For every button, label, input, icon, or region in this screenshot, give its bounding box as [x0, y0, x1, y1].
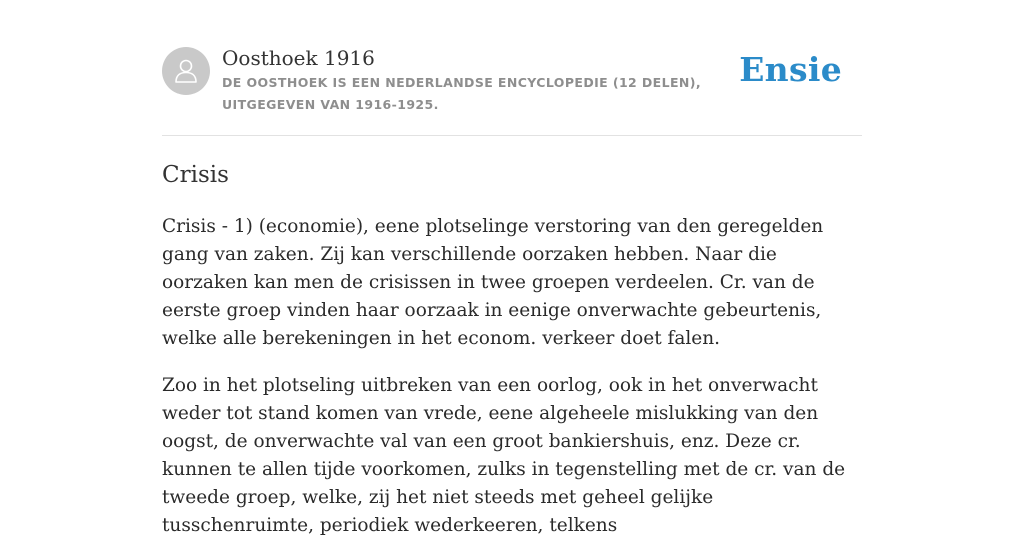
header	[162, 0, 862, 136]
article-title: Crisis	[162, 162, 229, 188]
author-name[interactable]: Oosthoek 1916	[222, 46, 375, 70]
article-paragraph: Zoo in het plotseling uitbreken van een oorlog, ook in het onverwacht weder tot stand komen van vrede, eene algeheele mislukking van den oogst, de onverwachte val van een groot bankiershuis, enz. Deze cr. kunnen te allen tijde voorkomen, zulks in tegenstelling met de cr. van de tweede groep, welke, zij het niet steeds met geheel gelijke tusschenruimte, periodiek wederkeeren, telkens	[162, 375, 846, 536]
user-icon	[172, 57, 200, 85]
ensie-logo[interactable]: Ensie	[739, 50, 842, 89]
author-info	[222, 45, 762, 116]
content-container	[162, 0, 862, 559]
avatar[interactable]	[162, 47, 210, 95]
article-body	[162, 213, 862, 540]
article-paragraph: Crisis - 1) (economie), eene plotselinge verstoring van den geregelden gang van zaken. Zij kan verschillende oorzaken hebben. Naar die oorzaken kan men de crisissen in twee groepen verdeelen. Cr. van de eerste groep vinden haar oorzaak in eenige onverwachte gebeurtenis, welke alle berekeningen in het econom. verkeer doet falen.	[162, 216, 824, 349]
author-description: DE OOSTHOEK IS EEN NEDERLANDSE ENCYCLOPEDIE (12 DELEN), UITGEGEVEN VAN 1916-1925.	[222, 75, 702, 112]
